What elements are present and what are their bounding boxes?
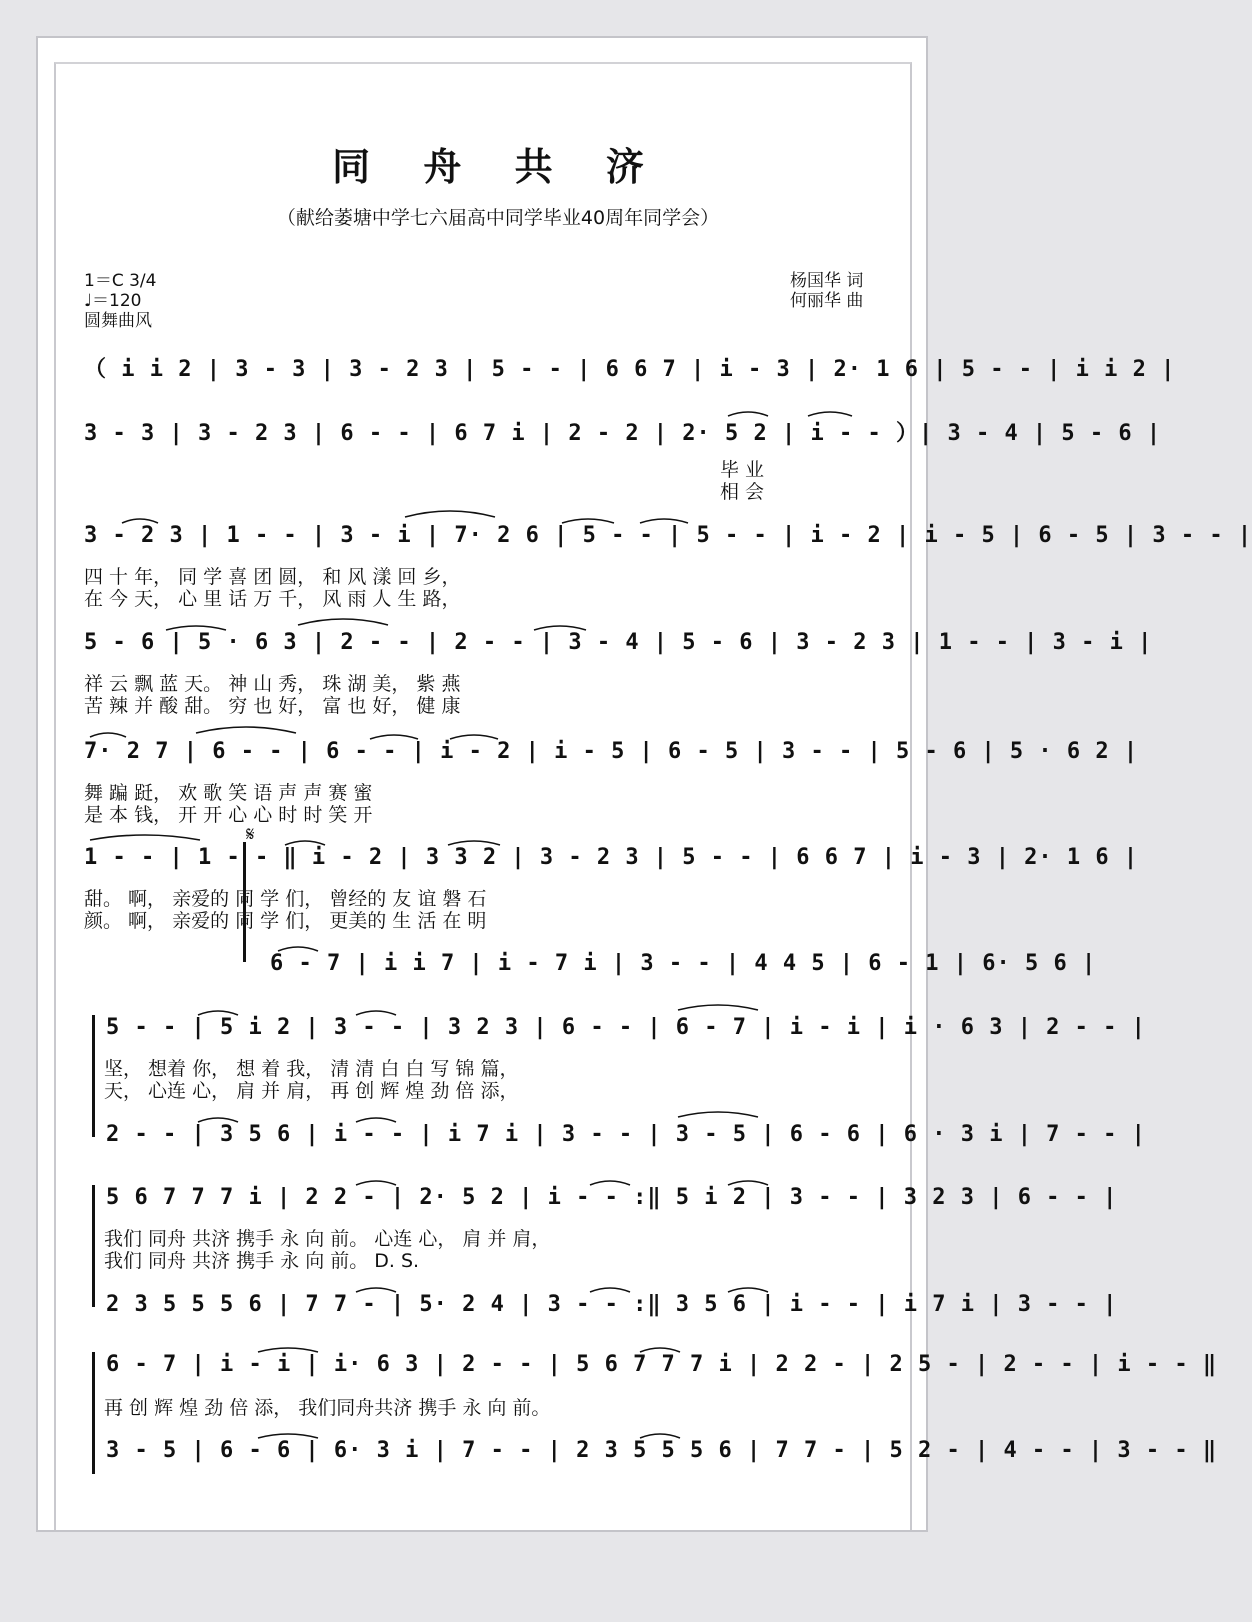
slur-mark	[590, 1288, 630, 1292]
notation-line-7: 5 - - | 5 i 2 | 3 - - | 3 2 3 | 6 - - | 6 - 7 | i - i | i · 6 3 | 2 - - |	[106, 1015, 1146, 1040]
lyrics-line-5-verse-1: 舞 蹁 跹， 欢 歌 笑 语 声 声 赛 蜜	[84, 782, 373, 804]
lyrics-line-6-verse-2: 颜。 啊， 亲爱的 同 学 们， 更美的 生 活 在 明	[84, 910, 487, 932]
slur-mark	[198, 1011, 238, 1015]
lyrics-line-4-verse-2: 苦 辣 并 酸 甜。 穷 也 好， 富 也 好， 健 康	[84, 695, 461, 717]
slur-mark	[356, 1288, 396, 1292]
slur-mark	[728, 412, 768, 416]
key-signature: 1＝C 3/4	[84, 271, 157, 291]
slur-mark	[678, 1005, 758, 1010]
notation-line-6-lower-voice: 6 - 7 | i i 7 | i - 7 i | 3 - - | 4 4 5 | 6 - 1 | 6· 5 6 |	[270, 951, 1097, 976]
slur-mark	[640, 1434, 680, 1438]
slur-mark	[808, 412, 852, 416]
lyrics-line-8-verse-1: 我们 同舟 共济 携手 永 向 前。 心连 心， 肩 并 肩，	[104, 1228, 551, 1250]
composer-credit: 何丽华 曲	[790, 291, 864, 311]
lyricist-credit: 杨国华 词	[790, 271, 864, 291]
slur-mark	[166, 626, 226, 630]
slur-mark	[640, 519, 688, 523]
slur-mark	[90, 733, 126, 737]
notation-line-1: （ i i 2 | 3 - 3 | 3 - 2 3 | 5 - - | 6 6 7 | i - 3 | 2· 1 6 | 5 - - | i i 2 |	[84, 357, 1176, 382]
slur-mark	[640, 1348, 680, 1352]
lyrics-line-3-verse-2: 在 今 天， 心 里 话 万 千， 风 雨 人 生 路，	[84, 588, 461, 610]
notation-line-6: 1 - - | 1 - - ‖ i - 2 | 3 3 2 | 3 - 2 3 | 5 - - | 6 6 7 | i - 3 | 2· 1 6 |	[84, 845, 1139, 870]
lyrics-line-3-verse-1: 四 十 年， 同 学 喜 团 圆， 和 风 漾 回 乡，	[84, 566, 461, 588]
notation-line-7-lower-voice: 2 - - | 3 5 6 | i - - | i 7 i | 3 - - | 3 - 5 | 6 - 6 | 6 · 3 i | 7 - - |	[106, 1122, 1146, 1147]
slur-mark	[196, 727, 296, 733]
tempo-marking: ♩＝120	[84, 291, 142, 311]
slur-mark	[298, 619, 388, 625]
segno-sign: 𝄋	[246, 822, 255, 846]
notation-line-4: 5 - 6 | 5 · 6 3 | 2 - - | 2 - - | 3 - 4 | 5 - 6 | 3 - 2 3 | 1 - - | 3 - i |	[84, 630, 1153, 655]
notation-line-8: 5 6 7 7 7 i | 2 2 - | 2· 5 2 | i - - :‖ 5 i 2 | 3 - - | 3 2 3 | 6 - - |	[106, 1185, 1118, 1210]
lyrics-line-5-verse-2: 是 本 钱， 开 开 心 心 时 时 笑 开	[84, 804, 373, 826]
notation-line-5: 7· 2 7 | 6 - - | 6 - - | i - 2 | i - 5 | 6 - 5 | 3 - - | 5 - 6 | 5 · 6 2 |	[84, 739, 1139, 764]
notation-line-8-lower-voice: 2 3 5 5 5 6 | 7 7 - | 5· 2 4 | 3 - - :‖ 3 5 6 | i - - | i 7 i | 3 - - |	[106, 1292, 1118, 1317]
slur-mark	[590, 1181, 630, 1185]
notation-line-9: 6 - 7 | i - i | i· 6 3 | 2 - - | 5 6 7 7 7 i | 2 2 - | 2 5 - | 2 - - | i - - ‖	[106, 1352, 1218, 1377]
slur-mark	[258, 1348, 318, 1352]
slur-mark	[356, 1181, 396, 1185]
slur-mark	[285, 841, 325, 845]
lyrics-line-7-verse-2: 天， 心连 心， 肩 并 肩， 再 创 辉 煌 劲 倍 添，	[104, 1080, 519, 1102]
slur-mark	[405, 511, 495, 517]
slur-mark	[258, 1434, 318, 1438]
lyrics-line-2-verse-1: 毕 业	[720, 459, 765, 481]
style-marking: 圆舞曲风	[84, 311, 152, 331]
notation-line-9-lower-voice: 3 - 5 | 6 - 6 | 6· 3 i | 7 - - | 2 3 5 5 5 6 | 7 7 - | 5 2 - | 4 - - | 3 - - ‖	[106, 1438, 1218, 1463]
lyrics-line-2-verse-2: 相 会	[720, 481, 765, 503]
song-subtitle: （献给萎塘中学七六届高中同学毕业40周年同学会）	[276, 207, 720, 229]
notation-line-2: 3 - 3 | 3 - 2 3 | 6 - - | 6 7 i | 2 - 2 | 2· 5 2 | i - - ）| 3 - 4 | 5 - 6 |	[84, 421, 1162, 446]
lyrics-line-7-verse-1: 坚， 想着 你， 想 着 我， 清 清 白 白 写 锦 篇，	[104, 1058, 519, 1080]
song-title: 同 舟 共 济	[332, 144, 664, 189]
lyrics-line-6-verse-1: 甜。 啊， 亲爱的 同 学 们， 曾经的 友 谊 磐 石	[84, 888, 487, 910]
slur-mark	[356, 1011, 396, 1015]
notation-line-3: 3 - 2 3 | 1 - - | 3 - i | 7· 2 6 | 5 - - | 5 - - | i - 2 | i - 5 | 6 - 5 | 3 - - |	[84, 523, 1252, 548]
lyrics-line-9-verse-1: 再 创 辉 煌 劲 倍 添， 我们同舟共济 携手 永 向 前。	[104, 1397, 551, 1419]
slur-mark	[534, 626, 586, 630]
slur-mark	[728, 1288, 768, 1292]
slur-mark	[122, 519, 158, 523]
slur-mark	[728, 1181, 768, 1185]
lyrics-line-8-verse-2: 我们 同舟 共济 携手 永 向 前。 D. S.	[104, 1250, 420, 1272]
slur-mark	[448, 841, 500, 845]
slur-mark	[356, 1118, 396, 1122]
slur-mark	[562, 519, 614, 523]
lyrics-line-4-verse-1: 祥 云 飘 蓝 天。 神 山 秀， 珠 湖 美， 紫 燕	[84, 673, 461, 695]
slur-mark	[450, 735, 498, 739]
slur-mark	[678, 1112, 758, 1117]
slur-mark	[90, 835, 200, 840]
slur-mark	[198, 1118, 238, 1122]
slur-mark	[278, 947, 318, 951]
slur-mark	[370, 735, 418, 739]
